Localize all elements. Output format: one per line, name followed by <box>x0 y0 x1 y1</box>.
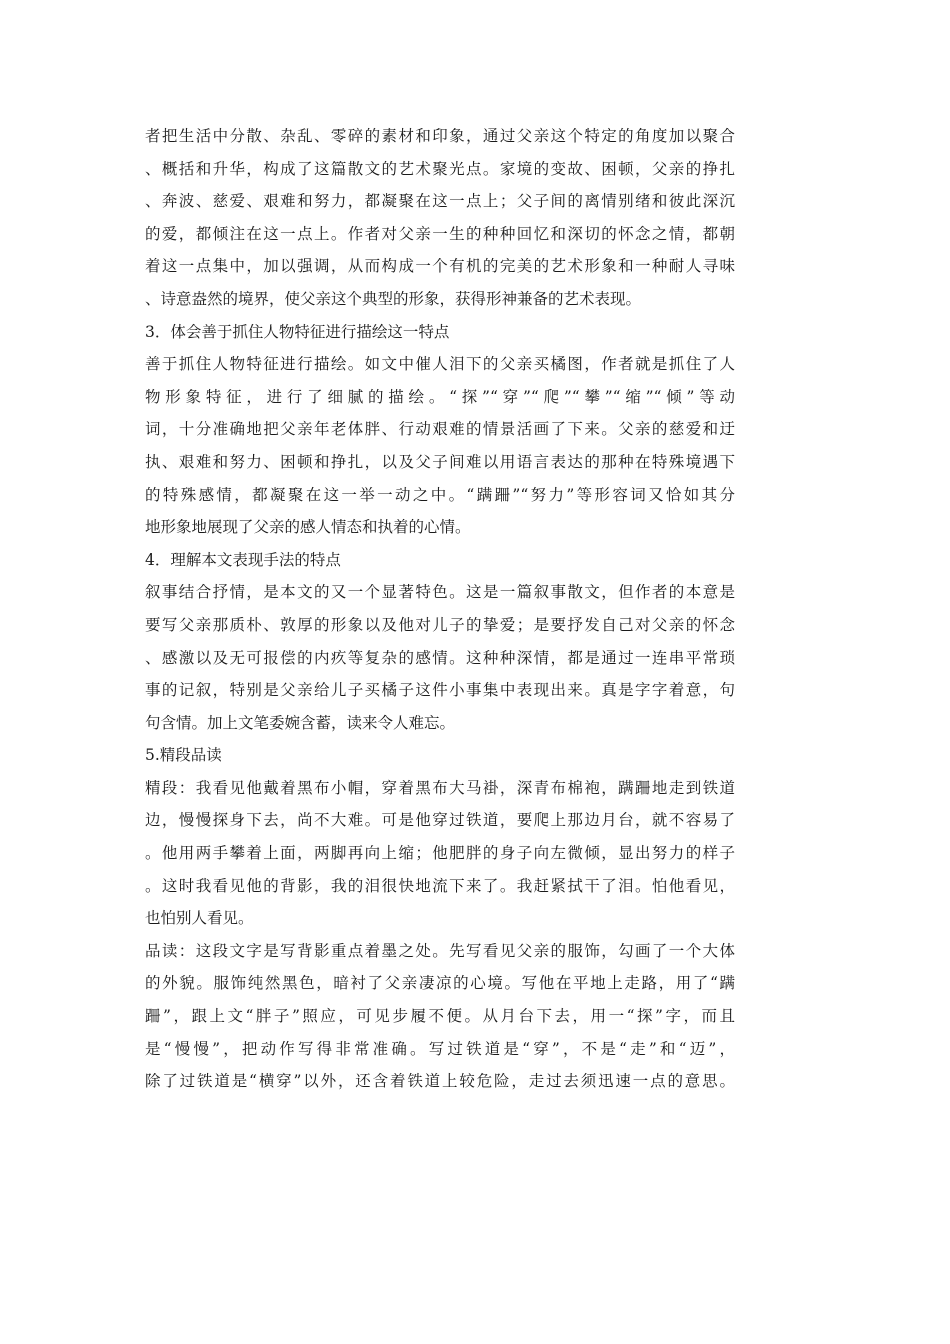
text-line: 5.精段品读 <box>145 746 222 765</box>
text-line: 叙事结合抒情，是本文的又一个显著特色。这是一篇叙事散文，但作者的本意是 <box>145 583 735 602</box>
text-line: 词，十分准确地把父亲年老体胖、行动艰难的情景活画了下来。父亲的慈爱和迂 <box>145 420 735 439</box>
text-line: 事的记叙，特别是父亲给儿子买橘子这件小事集中表现出来。真是字字着意，句 <box>145 681 735 700</box>
text-line: 的爱，都倾注在这一点上。作者对父亲一生的种种回忆和深切的怀念之情，都朝 <box>145 224 735 243</box>
text-line: 善于抓住人物特征进行描绘。如文中催人泪下的父亲买橘图，作者就是抓住了人 <box>145 355 735 374</box>
text-line: 、感激以及无可报偿的内疚等复杂的感情。这种种深情，都是通过一连串平常琐 <box>145 648 735 667</box>
body-text <box>145 120 735 1098</box>
text-line: 3．体会善于抓住人物特征进行描绘这一特点 <box>145 322 450 341</box>
text-line: 要写父亲那质朴、敦厚的形象以及他对儿子的挚爱；是要抒发自己对父亲的怀念 <box>145 615 735 634</box>
text-line: 、奔波、慈爱、艰难和努力，都凝聚在这一点上；父子间的离情别绪和彼此深沉 <box>145 192 735 211</box>
text-line: 跚”，跟上文“胖子”照应，可见步履不便。从月台下去，用一“探”字，而且 <box>145 1007 735 1026</box>
text-line: 、概括和升华，构成了这篇散文的艺术聚光点。家境的变故、困顿，父亲的挣扎 <box>145 159 735 178</box>
text-line: 。他用两手攀着上面，两脚再向上缩；他肥胖的身子向左微倾，显出努力的样子 <box>145 844 735 863</box>
text-line: 的特殊感情，都凝聚在这一举一动之中。“蹒跚”“努力”等形容词又恰如其分 <box>145 485 735 504</box>
text-line: 是“慢慢”，把动作写得非常准确。写过铁道是“穿”，不是“走”和“迈”， <box>145 1039 735 1058</box>
text-line: 着这一点集中，加以强调，从而构成一个有机的完美的艺术形象和一种耐人寻味 <box>145 257 735 276</box>
text-line: 精段：我看见他戴着黑布小帽，穿着黑布大马褂，深青布棉袍，蹒跚地走到铁道 <box>145 778 735 797</box>
text-line: 的外貌。服饰纯然黑色，暗衬了父亲凄凉的心境。写他在平地上走路，用了“蹒 <box>145 974 735 993</box>
text-line: 4．理解本文表现手法的特点 <box>145 550 341 569</box>
text-line: 者把生活中分散、杂乱、零碎的素材和印象，通过父亲这个特定的角度加以聚合 <box>145 127 735 145</box>
text-line: 除了过铁道是“横穿”以外，还含着铁道上较危险，走过去须迅速一点的意思。 <box>145 1072 735 1091</box>
text-line: 地形象地展现了父亲的感人情态和执着的心情。 <box>145 518 471 537</box>
text-line: 品读：这段文字是写背影重点着墨之处。先写看见父亲的服饰，勾画了一个大体 <box>145 941 735 960</box>
text-line: 句含情。加上文笔委婉含蓄，读来令人难忘。 <box>145 713 456 732</box>
text-line: 边，慢慢探身下去，尚不大难。可是他穿过铁道，要爬上那边月台，就不容易了 <box>145 811 735 830</box>
text-line: 、诗意盎然的境界，使父亲这个典型的形象，获得形神兼备的艺术表现。 <box>145 289 642 308</box>
text-line: 。这时我看见他的背影，我的泪很快地流下来了。我赶紧拭干了泪。怕他看见， <box>145 876 735 895</box>
text-line: 也怕别人看见。 <box>145 909 254 928</box>
text-line: 物形象特征，进行了细腻的描绘。“探”“穿”“爬”“攀”“缩”“倾”等动 <box>145 387 735 406</box>
text-line: 执、艰难和努力、困顿和挣扎，以及父子间难以用语言表达的那种在特殊境遇下 <box>145 452 735 471</box>
